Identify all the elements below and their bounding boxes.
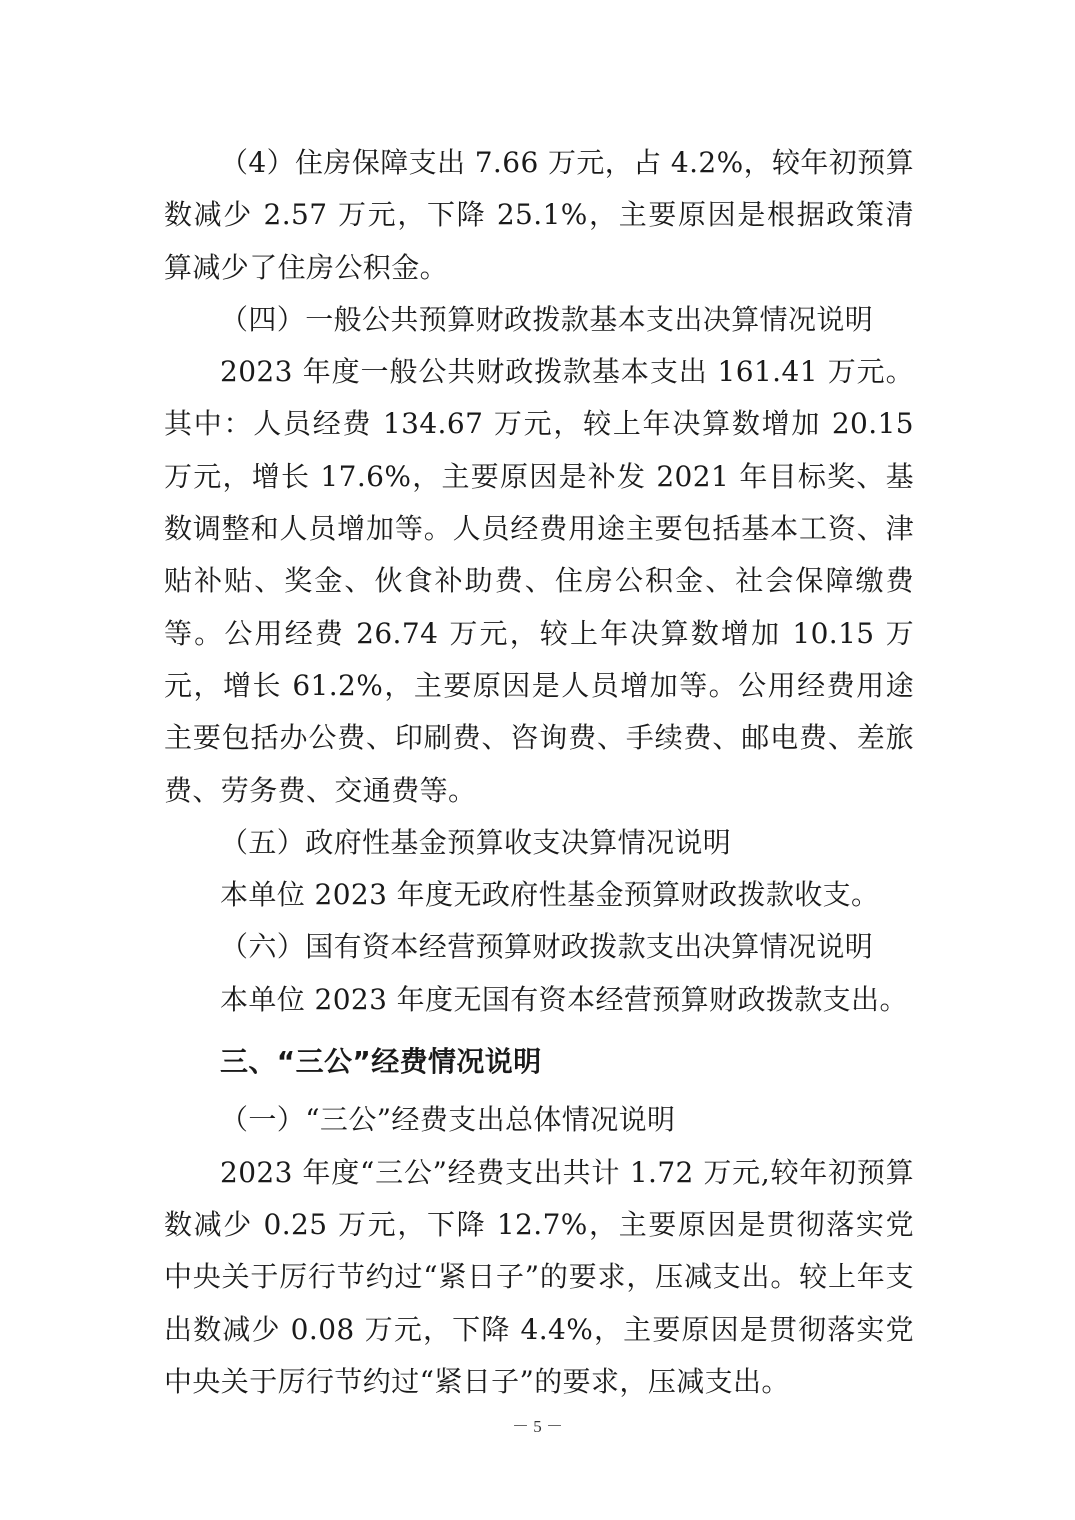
page-number: － 5 － bbox=[512, 1417, 563, 1436]
document-body bbox=[164, 137, 914, 1408]
paragraph-three-public-overall: 2023 年度“三公”经费支出共计 1.72 万元,较年初预算数减少 0.25 万元，下降 12.7%，主要原因是贯彻落实党中央关于厉行节约过“紧日子”的要求，压减支出。较上年支出数减少 0.08 万元，下降 4.4%，主要原因是贯彻落实党中央关于厉行节约过“紧日子”的要求，压减支出。 bbox=[164, 1155, 914, 1398]
paragraph-government-fund: 本单位 2023 年度无政府性基金预算财政拨款收支。 bbox=[220, 878, 880, 912]
paragraph-basic-expenditure: 2023 年度一般公共财政拨款基本支出 161.41 万元。其中：人员经费 134.67 万元，较上年决算数增加 20.15 万元，增长 17.6%，主要原因是补发 2021 年目标奖、基数调整和人员增加等。人员经费用途主要包括基本工资、津贴补贴、奖金、伙食补助费、住房公积金、社会保障缴费等。公用经费 26.74 万元，较上年决算数增加 10.15 万元，增长 61.2%，主要原因是人员增加等。公用经费用途主要包括办公费、印刷费、咨询费、手续费、邮电费、差旅费、劳务费、交通费等。 bbox=[164, 355, 914, 807]
heading-three-public-overall: （一）“三公”经费支出总体情况说明 bbox=[220, 1103, 676, 1137]
paragraph-housing-expenditure: （4）住房保障支出 7.66 万元，占 4.2%，较年初预算数减少 2.57 万元，下降 25.1%，主要原因是根据政策清算减少了住房公积金。 bbox=[164, 146, 914, 284]
heading-state-capital: （六）国有资本经营预算财政拨款支出决算情况说明 bbox=[220, 930, 874, 964]
section-title-three-public: 三、“三公”经费情况说明 bbox=[220, 1045, 542, 1079]
heading-government-fund: （五）政府性基金预算收支决算情况说明 bbox=[220, 825, 732, 859]
heading-basic-expenditure: （四）一般公共预算财政拨款基本支出决算情况说明 bbox=[220, 302, 874, 336]
paragraph-state-capital: 本单位 2023 年度无国有资本经营预算财政拨款支出。 bbox=[220, 982, 908, 1016]
